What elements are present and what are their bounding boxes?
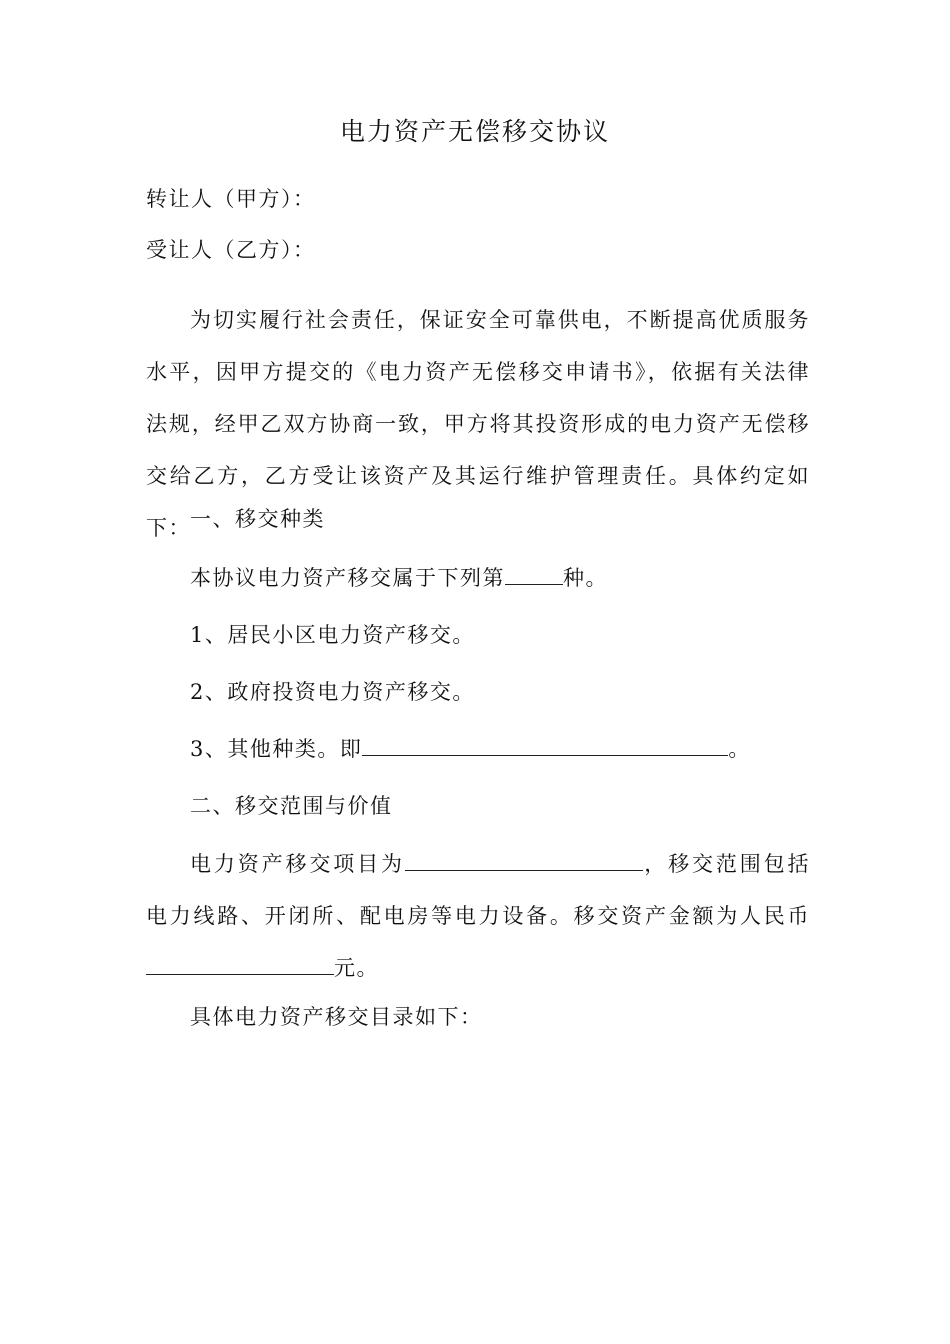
section2-p1-prefix: 电力资产移交项目为 [190, 852, 405, 876]
other-category-blank[interactable] [362, 733, 728, 756]
preamble-paragraph: 为切实履行社会责任，保证安全可靠供电，不断提高优质服务水平，因甲方提交的《电力资产无偿移交申请书》，依据有关法律法规，经甲乙双方协商一致，甲方将其投资形成的电力资产无偿移交给乙方，乙方受让该资产及其运行维护管理责任。具体约定如下： [146, 308, 810, 540]
section1-item-1: 1、居民小区电力资产移交。 [190, 623, 475, 647]
section1-item-3 [190, 732, 751, 766]
section2-p1-suffix: 元。 [334, 956, 379, 980]
section1-item-2: 2、政府投资电力资产移交。 [190, 680, 475, 704]
document-title: 电力资产无偿移交协议 [339, 117, 610, 146]
section2-p1-middle: ，移交范围包括电力线路、开闭所、配电房等电力设备。移交资产金额为人民币 [146, 852, 810, 928]
section1-intro-prefix: 本协议电力资产移交属于下列第 [190, 566, 505, 590]
section1-item-3-suffix: 。 [728, 737, 751, 761]
transferor-label: 转让人（甲方）： [146, 187, 316, 211]
project-name-blank[interactable] [405, 848, 643, 871]
catalog-intro: 具体电力资产移交目录如下： [190, 1005, 483, 1029]
amount-blank[interactable] [146, 952, 334, 975]
section2-heading: 二、移交范围与价值 [190, 794, 393, 818]
section1-intro-suffix: 种。 [563, 566, 608, 590]
section1-heading: 一、移交种类 [190, 507, 325, 531]
section1-intro [190, 561, 608, 595]
section2-paragraph [146, 838, 810, 994]
section1-item-3-prefix: 3、其他种类。即 [190, 737, 363, 761]
transferee-label: 受让人（乙方）： [146, 238, 316, 262]
category-number-blank[interactable] [505, 562, 563, 585]
